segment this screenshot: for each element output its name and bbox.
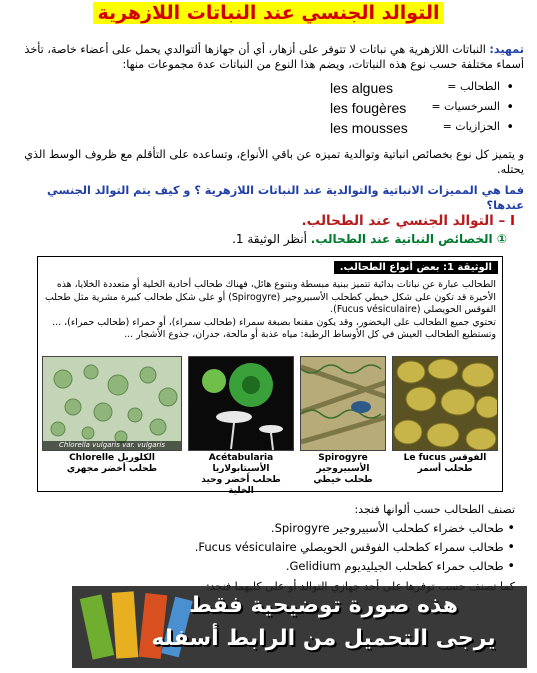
list-item: les fougères السرخسيات = • xyxy=(330,100,514,116)
intro-text: النباتات اللازهرية هي نباتات لا تتوفر على أزهار، أي أن جهازها ألتوالدي يحمل على أعضاء خاصة، تأخذ أسماء مختلفة حسب نوع هذه النباتات، ويضم هذا النوع من النباتات عدة مجموعات منها: xyxy=(24,43,524,71)
acetabularia-image xyxy=(188,356,294,451)
bullet-icon: • xyxy=(506,100,514,115)
bullet-icon: • xyxy=(506,80,514,95)
subsection-heading: ① الخصائص النباتية عند الطحالب. أنظر الوثيقة 1. xyxy=(232,232,507,246)
spirogyre-image xyxy=(300,356,386,451)
bullet-icon: • xyxy=(507,540,515,555)
list-item: les mousses الحزازيات = • xyxy=(330,120,514,136)
acetabularia-caption: Acétabularia الأسيتابولاريا طحلب أخضر وحيد الخلية xyxy=(201,453,281,496)
spirogyre-caption: Spirogyre الأسبيروجير طحلب خيطي xyxy=(313,453,373,485)
guiding-question: فما هي المميزات الانباتية والتوالدية عند النباتات اللازهرية ؟ و كيف يتم التوالد الجنسي عندها؟ xyxy=(47,184,524,212)
list-item: • طحالب حمراء كطحلب الجيليديوم Gelidium. xyxy=(285,559,515,574)
document-text: الطحالب عبارة عن نباتات بدائية تتميز ببنية مبسطة وبتنوع هائل، فهناك طحالب أحادية الخلية أو متعددة الخلايا، هذه الأخيرة قد تكون على شكل خيطي كطحلب الأسبيروجير (Spirogyre) أو على شكل طحالب كبيرة مشرية مثل طحلب الفوقس الحويصلي (Fucus vésiculaire). تحتوي جميع الطحالب على اليخضور، وقد يكون مقنعا بصبغة سمراء (طحالب سمراء)، أو حمراء (طحالب حمراء)، ... وتستطيع الطحالب العيش في كل الأوساط الرطبة: مياه عذبة أو مالحة، جدران، جذوع الأشجار ... xyxy=(44,279,496,340)
bullet-icon: • xyxy=(507,521,515,536)
bullet-icon: • xyxy=(506,120,514,135)
page-title: التوالد الجنسي عند النباتات اللازهرية xyxy=(0,2,537,24)
document-title: الوثيقة 1: بعض أنواع الطحالب. xyxy=(334,261,498,274)
classification-heading: تصنف الطحالب حسب ألوانها فنجد: xyxy=(354,503,515,516)
image-overlay-caption: Chlorella vulgaris var. vulgaris xyxy=(59,441,165,449)
characteristics-paragraph: و يتميز كل نوع بخصائص انباتية وتوالدية تميزه عن باقي الأنواع، وتساعده على التأقلم مع ظروف الوسط الذي يحتله. xyxy=(24,148,524,176)
bullet-icon: • xyxy=(507,559,515,574)
section-heading: I – التوالد الجنسي عند الطحالب. xyxy=(301,213,515,229)
banner-line-1: هذه صورة توضيحية فقط xyxy=(189,593,458,618)
banner-line-2: يرجى التحميل من الرابط أسفله xyxy=(151,626,496,651)
fucus-image xyxy=(392,356,498,451)
list-item: • طحالب سمراء كطحلب الفوقس الحويصلي Fucus vésiculaire. xyxy=(194,540,515,555)
intro-paragraph xyxy=(14,42,524,72)
fucus-caption: Le fucus الفوقس طحلب أسمر xyxy=(403,453,487,474)
chlorella-caption: Chlorelle الكلوريل طحلب أخضر مجهري xyxy=(66,453,158,474)
list-item: • طحالب خضراء كطحلب الأسبيروجير Spirogyre. xyxy=(270,521,515,536)
chlorella-image xyxy=(42,356,182,451)
intro-lead: تمهيد: xyxy=(489,43,524,56)
list-item: les algues الطحالب = • xyxy=(330,80,514,96)
